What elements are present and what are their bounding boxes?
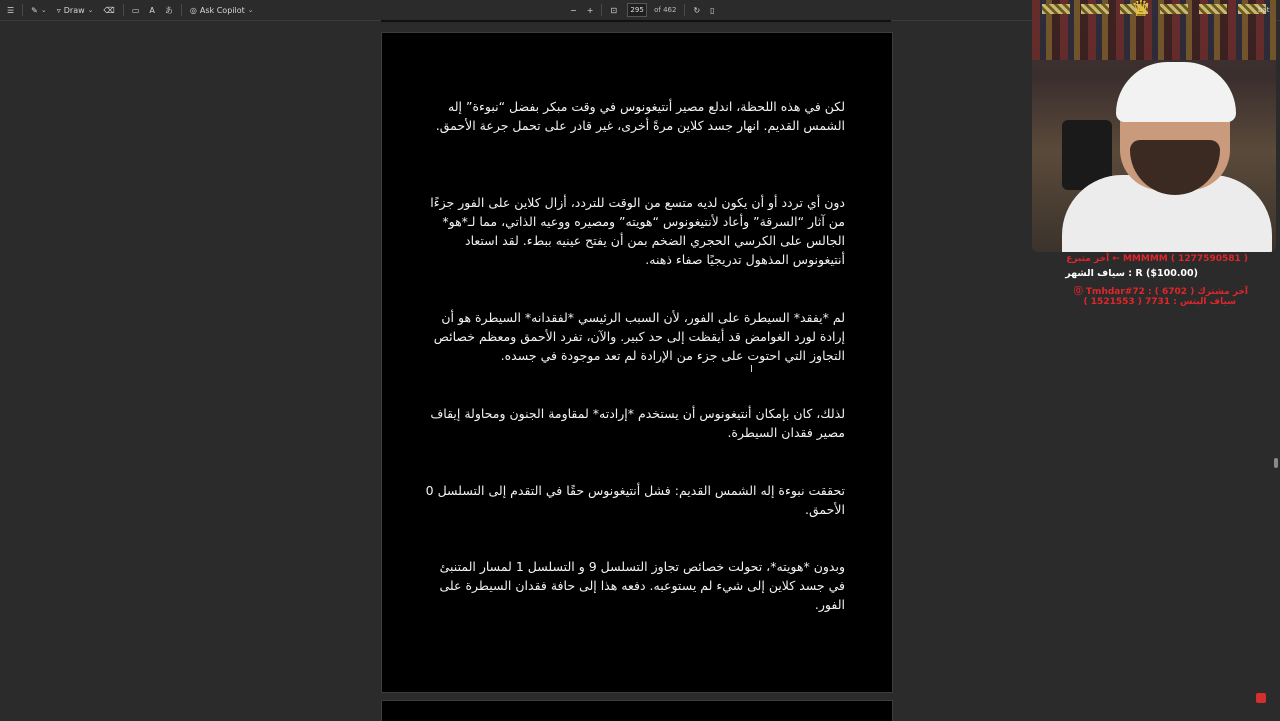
zoom-out-button[interactable]: − xyxy=(570,5,577,15)
draw-label: Draw xyxy=(63,5,85,15)
divider xyxy=(601,4,602,16)
chevron-down-icon: ⌄ xyxy=(87,6,94,14)
paragraph-4: لذلك، كان بإمكان أنتيغونوس أن يستخدم *إرادته* لمقاومة الجنون ومحاولة إيقاف مصير فقدان السيطرة. xyxy=(430,406,845,440)
read-aloud-icon[interactable]: A xyxy=(149,5,155,15)
paragraph-6: وبدون *هويته*، تحولت خصائص تجاوز التسلسل 9 و التسلسل 1 لمسار المتنبئ في جسد كلاين إلى شيء لم يستوعبه. دفعه هذا إلى حافة فقدان السيطرة على الفور. xyxy=(439,559,845,612)
overlay-decoration xyxy=(1032,4,1276,14)
diamond-icon xyxy=(1081,4,1109,14)
crown-icon: ♛ xyxy=(1131,0,1151,22)
paragraph-5: تحققت نبوءة إله الشمس القديم: فشل أنتيغونوس حقًا في التقدم إلى التسلسل 0 الأحمق. xyxy=(425,483,845,517)
contents-icon[interactable]: ☰ xyxy=(7,5,15,15)
scrollbar-thumb[interactable] xyxy=(1274,458,1278,468)
chevron-down-icon: ⌄ xyxy=(247,6,254,14)
webcam-feed xyxy=(1032,0,1276,252)
page-view-icon[interactable]: ▯ xyxy=(710,5,715,15)
ask-copilot-button[interactable] xyxy=(185,0,259,20)
rotate-icon[interactable]: ↻ xyxy=(693,5,701,15)
pdf-icon xyxy=(1256,693,1266,703)
paragraph-3: لم *يفقد* السيطرة على الفور، لأن السبب الرئيسي *لفقدانه* السيطرة هو أن إرادة لورد الغوامض قد أيقظت إلى حد كبير. والآن، تفرد الأحمق ومعظم خصائص التجاوز التي احتوت على جزء من الإرادة لم تعد موجودة في جسده. xyxy=(433,310,845,363)
eraser-icon[interactable]: ⌫ xyxy=(103,5,115,15)
ask-copilot-label: Ask Copilot xyxy=(199,5,245,15)
previous-page-edge xyxy=(381,20,891,22)
diamond-icon xyxy=(1160,4,1188,14)
divider xyxy=(684,4,685,16)
diamond-icon xyxy=(1042,4,1070,14)
fit-page-icon[interactable]: ⊡ xyxy=(610,5,618,15)
page-number-input[interactable]: 295 xyxy=(627,3,647,17)
highlight-icon[interactable]: ✎ ⌄ xyxy=(31,5,47,15)
page-nav xyxy=(622,0,681,20)
text-cursor-icon: I xyxy=(750,364,753,375)
paragraph-2: دون أي تردد أو أن يكون لديه متسع من الوقت للتردد، أزال كلاين على الفور جزءًا من آثار “السرقة” وأعاد لأنتيغونوس “هويته” ومصيره ووعيه الذاتي، مما لـ*هو* الجالس على الكرسي الحجري الضخم بمن أن يفتح عينيه ببطء. لقد استعاد أنتيغونوس المذهول تدريجيًا صفاء ذهنه. xyxy=(430,195,845,267)
diamond-icon xyxy=(1199,4,1227,14)
translate-icon[interactable]: あ xyxy=(164,5,173,15)
copilot-icon: ◎ xyxy=(189,5,197,15)
page-total: of 462 xyxy=(654,6,677,14)
top-of-month: R ($100.00) : سياف الشهر xyxy=(1065,268,1198,279)
top-bits: سياف البتس : 7731 ( 1521553 ) xyxy=(1083,297,1236,307)
draw-button[interactable] xyxy=(52,0,99,20)
next-page-edge xyxy=(381,700,893,721)
draw-icon: ▿ xyxy=(56,5,61,15)
latest-donor: MMMMM ( 1277590581 ) ← آخر متبرع xyxy=(1066,254,1248,264)
paragraph-1: لكن في هذه اللحظة، اندلع مصير أنتيغونوس في وقت مبكر بفضل “نبوءة” إله الشمس القديم. انهار جسد كلاين مرةً أخرى، غير قادر على تحمل جرعة الأحمق. xyxy=(435,99,845,133)
streamer-cap xyxy=(1116,62,1236,122)
cam-label: bat xyxy=(1258,6,1270,14)
text-box-icon[interactable]: ▭ xyxy=(131,5,140,15)
divider xyxy=(22,4,23,16)
divider xyxy=(181,4,182,16)
divider xyxy=(123,4,124,16)
zoom-in-button[interactable]: + xyxy=(586,5,594,15)
latest-subscriber: آخر مشترك ( 6702 ) : Tmhdar#72 ⓪ xyxy=(1073,287,1248,297)
